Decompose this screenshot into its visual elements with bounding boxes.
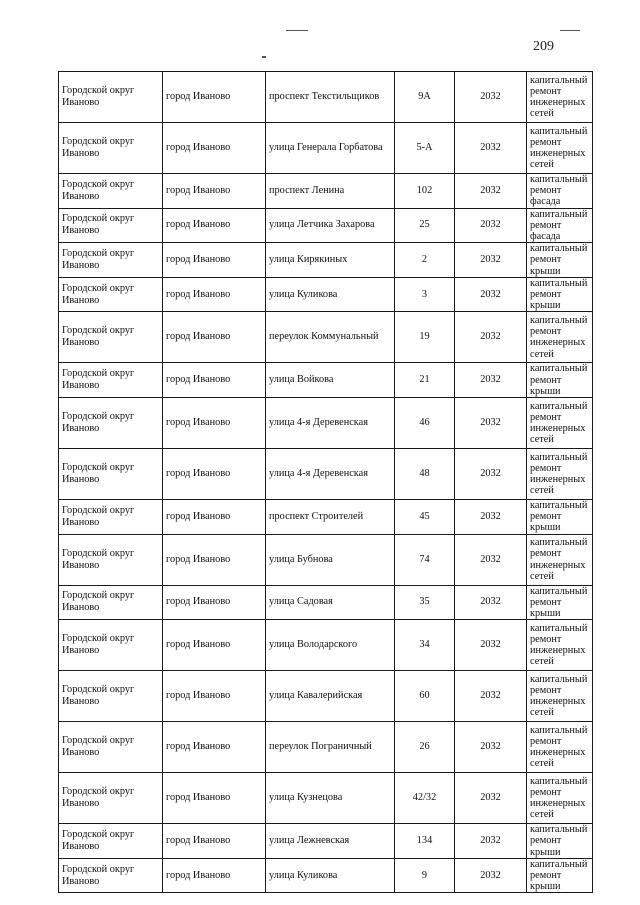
street-cell: проспект Строителей xyxy=(266,500,395,535)
city-cell: город Иваново xyxy=(163,243,266,278)
city-cell: город Иваново xyxy=(163,500,266,535)
house-number-cell: 9 xyxy=(395,858,455,893)
city-cell: город Иваново xyxy=(163,585,266,620)
street-cell: улица Кузнецова xyxy=(266,773,395,824)
house-number-cell: 74 xyxy=(395,534,455,585)
table-row xyxy=(59,312,593,363)
work-type-cell: капитальный ремонт крыши xyxy=(527,824,593,859)
street-cell: улица Генерала Горбатова xyxy=(266,123,395,174)
work-type-cell: капитальный ремонт фасада xyxy=(527,174,593,209)
work-type-cell: капитальный ремонт инженерных сетей xyxy=(527,773,593,824)
street-cell: улица Садовая xyxy=(266,585,395,620)
municipality-cell: Городской округ Иваново xyxy=(59,620,163,671)
street-cell: улица Кирякиных xyxy=(266,243,395,278)
house-number-cell: 9А xyxy=(395,72,455,123)
page-number: 209 xyxy=(533,39,554,54)
street-cell: улица Войкова xyxy=(266,363,395,398)
street-cell: улица Бубнова xyxy=(266,534,395,585)
work-type-cell: капитальный ремонт инженерных сетей xyxy=(527,449,593,500)
table-row xyxy=(59,585,593,620)
year-cell: 2032 xyxy=(455,243,527,278)
city-cell: город Иваново xyxy=(163,620,266,671)
municipality-cell: Городской округ Иваново xyxy=(59,243,163,278)
street-cell: улица Куликова xyxy=(266,858,395,893)
city-cell: город Иваново xyxy=(163,534,266,585)
city-cell: город Иваново xyxy=(163,449,266,500)
house-number-cell: 46 xyxy=(395,398,455,449)
city-cell: город Иваново xyxy=(163,123,266,174)
table-row xyxy=(59,174,593,209)
table-row xyxy=(59,123,593,174)
house-number-cell: 34 xyxy=(395,620,455,671)
municipality-cell: Городской округ Иваново xyxy=(59,123,163,174)
municipality-cell: Городской округ Иваново xyxy=(59,174,163,209)
repair-schedule-table xyxy=(58,71,593,893)
house-number-cell: 3 xyxy=(395,277,455,312)
table-row xyxy=(59,620,593,671)
year-cell: 2032 xyxy=(455,500,527,535)
municipality-cell: Городской округ Иваново xyxy=(59,824,163,859)
scan-mark xyxy=(262,56,266,58)
year-cell: 2032 xyxy=(455,449,527,500)
work-type-cell: капитальный ремонт инженерных сетей xyxy=(527,398,593,449)
year-cell: 2032 xyxy=(455,277,527,312)
street-cell: проспект Ленина xyxy=(266,174,395,209)
house-number-cell: 26 xyxy=(395,722,455,773)
municipality-cell: Городской округ Иваново xyxy=(59,500,163,535)
year-cell: 2032 xyxy=(455,72,527,123)
work-type-cell: капитальный ремонт инженерных сетей xyxy=(527,671,593,722)
table-row xyxy=(59,277,593,312)
municipality-cell: Городской округ Иваново xyxy=(59,363,163,398)
city-cell: город Иваново xyxy=(163,174,266,209)
year-cell: 2032 xyxy=(455,363,527,398)
scan-mark xyxy=(286,30,308,31)
table-row xyxy=(59,398,593,449)
table-row xyxy=(59,534,593,585)
year-cell: 2032 xyxy=(455,585,527,620)
house-number-cell: 48 xyxy=(395,449,455,500)
city-cell: город Иваново xyxy=(163,773,266,824)
municipality-cell: Городской округ Иваново xyxy=(59,722,163,773)
work-type-cell: капитальный ремонт крыши xyxy=(527,500,593,535)
municipality-cell: Городской округ Иваново xyxy=(59,585,163,620)
city-cell: город Иваново xyxy=(163,72,266,123)
municipality-cell: Городской округ Иваново xyxy=(59,208,163,243)
city-cell: город Иваново xyxy=(163,824,266,859)
year-cell: 2032 xyxy=(455,534,527,585)
year-cell: 2032 xyxy=(455,858,527,893)
street-cell: улица 4-я Деревенская xyxy=(266,449,395,500)
table-row xyxy=(59,243,593,278)
work-type-cell: капитальный ремонт инженерных сетей xyxy=(527,534,593,585)
work-type-cell: капитальный ремонт инженерных сетей xyxy=(527,722,593,773)
street-cell: переулок Коммунальный xyxy=(266,312,395,363)
house-number-cell: 25 xyxy=(395,208,455,243)
work-type-cell: капитальный ремонт инженерных сетей xyxy=(527,123,593,174)
year-cell: 2032 xyxy=(455,773,527,824)
street-cell: переулок Пограничный xyxy=(266,722,395,773)
work-type-cell: капитальный ремонт крыши xyxy=(527,858,593,893)
table-row xyxy=(59,72,593,123)
street-cell: улица Лежневская xyxy=(266,824,395,859)
work-type-cell: капитальный ремонт инженерных сетей xyxy=(527,72,593,123)
work-type-cell: капитальный ремонт инженерных сетей xyxy=(527,312,593,363)
year-cell: 2032 xyxy=(455,174,527,209)
house-number-cell: 21 xyxy=(395,363,455,398)
table-row xyxy=(59,773,593,824)
table-row xyxy=(59,671,593,722)
municipality-cell: Городской округ Иваново xyxy=(59,398,163,449)
street-cell: улица 4-я Деревенская xyxy=(266,398,395,449)
house-number-cell: 35 xyxy=(395,585,455,620)
municipality-cell: Городской округ Иваново xyxy=(59,72,163,123)
house-number-cell: 42/32 xyxy=(395,773,455,824)
house-number-cell: 2 xyxy=(395,243,455,278)
year-cell: 2032 xyxy=(455,398,527,449)
table-row xyxy=(59,858,593,893)
city-cell: город Иваново xyxy=(163,398,266,449)
work-type-cell: капитальный ремонт крыши xyxy=(527,363,593,398)
year-cell: 2032 xyxy=(455,208,527,243)
municipality-cell: Городской округ Иваново xyxy=(59,671,163,722)
house-number-cell: 60 xyxy=(395,671,455,722)
year-cell: 2032 xyxy=(455,722,527,773)
municipality-cell: Городской округ Иваново xyxy=(59,773,163,824)
municipality-cell: Городской округ Иваново xyxy=(59,277,163,312)
work-type-cell: капитальный ремонт крыши xyxy=(527,243,593,278)
table-row xyxy=(59,208,593,243)
street-cell: улица Куликова xyxy=(266,277,395,312)
house-number-cell: 45 xyxy=(395,500,455,535)
street-cell: улица Кавалерийская xyxy=(266,671,395,722)
scan-mark xyxy=(560,30,580,31)
house-number-cell: 134 xyxy=(395,824,455,859)
work-type-cell: капитальный ремонт инженерных сетей xyxy=(527,620,593,671)
city-cell: город Иваново xyxy=(163,208,266,243)
work-type-cell: капитальный ремонт крыши xyxy=(527,585,593,620)
city-cell: город Иваново xyxy=(163,722,266,773)
work-type-cell: капитальный ремонт фасада xyxy=(527,208,593,243)
work-type-cell: капитальный ремонт крыши xyxy=(527,277,593,312)
year-cell: 2032 xyxy=(455,312,527,363)
year-cell: 2032 xyxy=(455,123,527,174)
table-row xyxy=(59,824,593,859)
house-number-cell: 102 xyxy=(395,174,455,209)
city-cell: город Иваново xyxy=(163,277,266,312)
street-cell: улица Летчика Захарова xyxy=(266,208,395,243)
municipality-cell: Городской округ Иваново xyxy=(59,312,163,363)
house-number-cell: 19 xyxy=(395,312,455,363)
table-row xyxy=(59,500,593,535)
year-cell: 2032 xyxy=(455,671,527,722)
city-cell: город Иваново xyxy=(163,312,266,363)
municipality-cell: Городской округ Иваново xyxy=(59,534,163,585)
municipality-cell: Городской округ Иваново xyxy=(59,449,163,500)
city-cell: город Иваново xyxy=(163,363,266,398)
street-cell: проспект Текстильщиков xyxy=(266,72,395,123)
table-body xyxy=(59,72,593,893)
table-row xyxy=(59,722,593,773)
city-cell: город Иваново xyxy=(163,671,266,722)
city-cell: город Иваново xyxy=(163,858,266,893)
table-row xyxy=(59,449,593,500)
year-cell: 2032 xyxy=(455,824,527,859)
house-number-cell: 5-А xyxy=(395,123,455,174)
year-cell: 2032 xyxy=(455,620,527,671)
table-row xyxy=(59,363,593,398)
street-cell: улица Володарского xyxy=(266,620,395,671)
municipality-cell: Городской округ Иваново xyxy=(59,858,163,893)
